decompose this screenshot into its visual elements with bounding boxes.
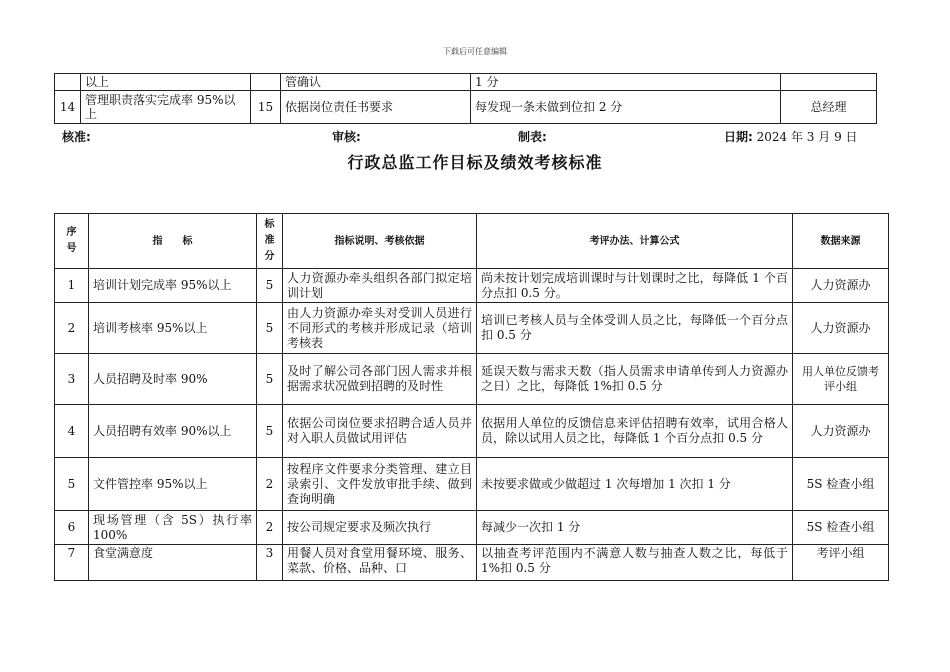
indicator-cell: 培训计划完成率 95%以上 [89, 269, 257, 303]
table-header-row [55, 214, 889, 269]
date-value: 2024 年 3 月 9 日 [756, 130, 858, 144]
indicator-cell: 食堂满意度 [89, 545, 257, 581]
source-cell: 人力资源办 [793, 303, 889, 354]
indicator-cell: 人员招聘及时率 90% [89, 354, 257, 405]
description-cell: 管确认 [281, 74, 471, 91]
signature-row [62, 128, 878, 144]
table-row [55, 91, 877, 124]
table-row [55, 74, 877, 91]
weight-cell [251, 74, 281, 91]
continued-table [54, 73, 877, 124]
indicator-cell: 人员招聘有效率 90%以上 [89, 405, 257, 458]
weight-cell: 5 [257, 405, 283, 458]
description-cell: 用餐人员对食堂用餐环境、服务、菜款、价格、品种、口 [283, 545, 477, 581]
method-cell: 未按要求做或少做超过 1 次每增加 1 次扣 1 分 [477, 458, 793, 511]
row-number: 14 [55, 91, 81, 124]
method-cell: 依据用人单位的反馈信息来评估招聘有效率，试用合格人员，除以试用人员之比，每降低 1 个百分点扣 0.5 分 [477, 405, 793, 458]
indicator-cell: 培训考核率 95%以上 [89, 303, 257, 354]
method-cell: 培训已考核人员与全体受训人员之比，每降低一个百分点扣 0.5 分 [477, 303, 793, 354]
col-header-indicator: 指 标 [89, 214, 257, 269]
method-cell: 以抽查考评范围内不满意人数与抽查人数之比，每低于 1%扣 0.5 分 [477, 545, 793, 581]
table-row [55, 545, 889, 581]
source-cell: 人力资源办 [793, 405, 889, 458]
col-header-source: 数据来源 [793, 214, 889, 269]
row-number: 6 [55, 511, 89, 545]
kpi-table [54, 213, 889, 581]
row-number: 4 [55, 405, 89, 458]
table-row [55, 354, 889, 405]
source-cell: 5S 检查小组 [793, 511, 889, 545]
review-label: 审核: [332, 130, 361, 144]
description-cell: 人力资源办牵头组织各部门拟定培训计划 [283, 269, 477, 303]
row-number: 5 [55, 458, 89, 511]
source-cell: 用人单位反馈考评小组 [793, 354, 889, 405]
prepare-label: 制表: [518, 130, 547, 144]
weight-cell: 2 [257, 458, 283, 511]
method-cell: 延误天数与需求天数（指人员需求申请单传到人力资源办之日）之比，每降低 1%扣 0.5 分 [477, 354, 793, 405]
table-row [55, 458, 889, 511]
weight-cell: 5 [257, 354, 283, 405]
weight-cell: 2 [257, 511, 283, 545]
table-row [55, 269, 889, 303]
indicator-cell: 管理职责落实完成率 95%以上 [81, 91, 251, 124]
date-field [724, 128, 858, 145]
source-cell: 5S 检查小组 [793, 458, 889, 511]
method-cell: 每发现一条未做到位扣 2 分 [471, 91, 781, 124]
approve-label: 核准: [62, 130, 91, 144]
method-cell: 1 分 [471, 74, 781, 91]
description-cell: 按程序文件要求分类管理、建立目录索引、文件发放审批手续、做到查询明确 [283, 458, 477, 511]
method-cell: 尚未按计划完成培训课时与计划课时之比，每降低 1 个百分点扣 0.5 分。 [477, 269, 793, 303]
indicator-cell: 现场管理（含 5S）执行率 100% [89, 511, 257, 545]
col-header-no: 序号 [55, 214, 89, 269]
method-cell: 每减少一次扣 1 分 [477, 511, 793, 545]
description-cell: 按公司规定要求及频次执行 [283, 511, 477, 545]
weight-cell: 5 [257, 269, 283, 303]
weight-cell: 3 [257, 545, 283, 581]
row-number: 3 [55, 354, 89, 405]
description-cell: 依据岗位责任书要求 [281, 91, 471, 124]
weight-cell: 5 [257, 303, 283, 354]
table-row [55, 303, 889, 354]
description-cell: 及时了解公司各部门因人需求并根据需求状况做到招聘的及时性 [283, 354, 477, 405]
source-cell: 考评小组 [793, 545, 889, 581]
description-cell: 依据公司岗位要求招聘合适人员并对入职人员做试用评估 [283, 405, 477, 458]
col-header-weight: 标准分 [257, 214, 283, 269]
table-row [55, 405, 889, 458]
indicator-cell: 文件管控率 95%以上 [89, 458, 257, 511]
source-cell [781, 74, 877, 91]
table-row [55, 511, 889, 545]
row-number [55, 74, 81, 91]
col-header-desc: 指标说明、考核依据 [283, 214, 477, 269]
source-cell: 人力资源办 [793, 269, 889, 303]
source-cell: 总经理 [781, 91, 877, 124]
row-number: 2 [55, 303, 89, 354]
weight-cell: 15 [251, 91, 281, 124]
col-header-method: 考评办法、计算公式 [477, 214, 793, 269]
indicator-cell: 以上 [81, 74, 251, 91]
row-number: 1 [55, 269, 89, 303]
description-cell: 由人力资源办牵头对受训人员进行不同形式的考核并形成记录（培训考核表 [283, 303, 477, 354]
row-number: 7 [55, 545, 89, 581]
header-note: 下载后可任意编辑 [443, 47, 507, 56]
page-title: 行政总监工作目标及绩效考核标准 [347, 153, 603, 172]
date-label: 日期: [724, 130, 753, 144]
